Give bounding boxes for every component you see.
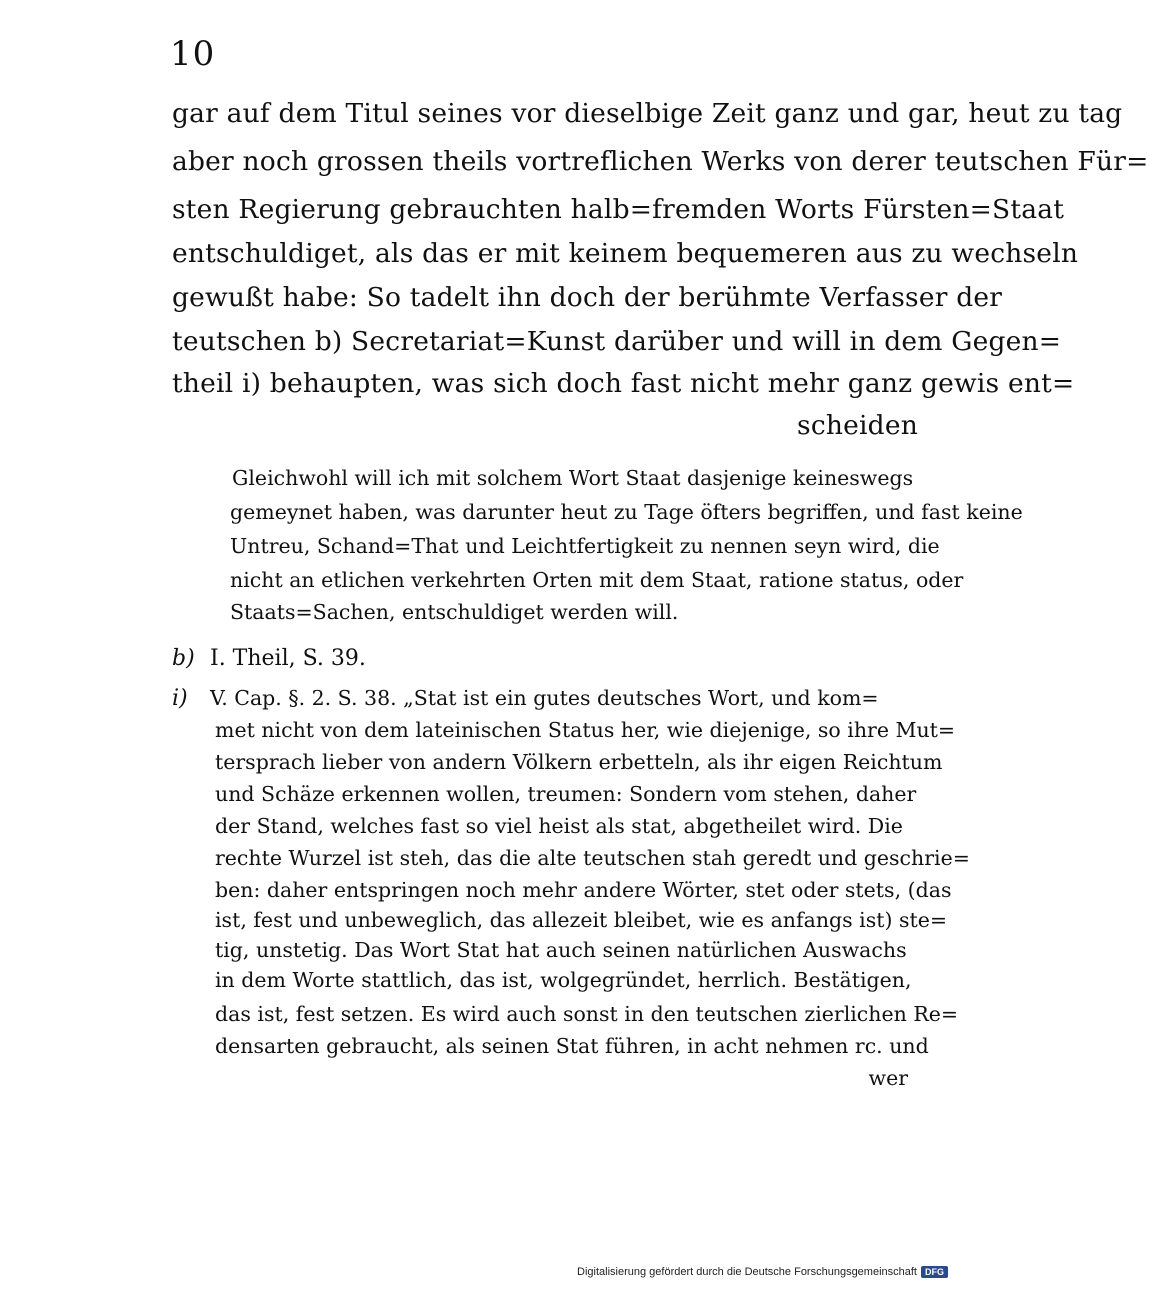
main-text-line: entschuldiget, als das er mit keinem bequemeren aus zu wechseln xyxy=(172,238,1079,269)
footnote-line: ben: daher entspringen noch mehr andere Wörter, stet oder stets, (das xyxy=(215,878,952,902)
footnote-line: rechte Wurzel ist steh, das die alte teutschen stah geredt und geschrie= xyxy=(215,846,970,870)
note-line: gemeynet haben, was darunter heut zu Tage öfters begriffen, und fast keine xyxy=(230,500,1023,524)
footnote-line: tersprach lieber von andern Völkern erbetteln, als ihr eigen Reichtum xyxy=(215,750,943,774)
footnote-line: und Schäze erkennen wollen, treumen: Sondern vom stehen, daher xyxy=(215,782,917,806)
footnote-line: das ist, fest setzen. Es wird auch sonst in den teutschen zierlichen Re= xyxy=(215,1002,959,1026)
footnote-line: V. Cap. §. 2. S. 38. „Stat ist ein gutes deutsches Wort, und kom= xyxy=(210,686,879,710)
main-text-line: aber noch grossen theils vortreflichen Werks von derer teutschen Für= xyxy=(172,146,1149,177)
footnote-text: I. Theil, S. 39. xyxy=(210,646,366,671)
footnote-marker: i) xyxy=(172,686,188,711)
footnote-marker: b) xyxy=(172,646,195,671)
footnote-line: met nicht von dem lateinischen Status her, wie diejenige, so ihre Mut= xyxy=(215,718,956,742)
main-text-line: teutschen b) Secretariat=Kunst darüber und will in dem Gegen= xyxy=(172,326,1062,357)
catchword-main: scheiden xyxy=(797,410,918,441)
main-text-line: theil i) behaupten, was sich doch fast nicht mehr ganz gewis ent= xyxy=(172,368,1075,399)
footnote-line: densarten gebraucht, als seinen Stat führen, in acht nehmen rc. und xyxy=(215,1034,929,1058)
main-text-line: sten Regierung gebrauchten halb=fremden Worts Fürsten=Staat xyxy=(172,194,1065,225)
note-line: nicht an etlichen verkehrten Orten mit dem Staat, ratione status, oder xyxy=(230,568,964,592)
footnote-line: ist, fest und unbeweglich, das allezeit bleibet, wie es anfangs ist) ste= xyxy=(215,908,948,932)
note-line: Gleichwohl will ich mit solchem Wort Staat dasjenige keineswegs xyxy=(232,466,914,490)
footnote-line: in dem Worte stattlich, das ist, wolgegründet, herrlich. Bestätigen, xyxy=(215,968,912,992)
note-line: Untreu, Schand=That und Leichtfertigkeit zu nennen seyn wird, die xyxy=(230,534,940,558)
footnote-line: der Stand, welches fast so viel heist als stat, abgetheilet wird. Die xyxy=(215,814,903,838)
main-text-line: gar auf dem Titul seines vor dieselbige Zeit ganz und gar, heut zu tag xyxy=(172,98,1123,129)
digitization-footer xyxy=(577,1266,948,1278)
page-number: 10 xyxy=(170,34,216,74)
footnote-line: tig, unstetig. Das Wort Stat hat auch seinen natürlichen Auswachs xyxy=(215,938,907,962)
note-line: Staats=Sachen, entschuldiget werden will. xyxy=(230,600,679,624)
main-text-line: gewußt habe: So tadelt ihn doch der berühmte Verfasser der xyxy=(172,282,1003,313)
catchword-footnote: wer xyxy=(868,1066,908,1090)
footer-text: Digitalisierung gefördert durch die Deutsche Forschungsgemeinschaft xyxy=(577,1266,917,1278)
dfg-logo: DFG xyxy=(921,1266,948,1278)
